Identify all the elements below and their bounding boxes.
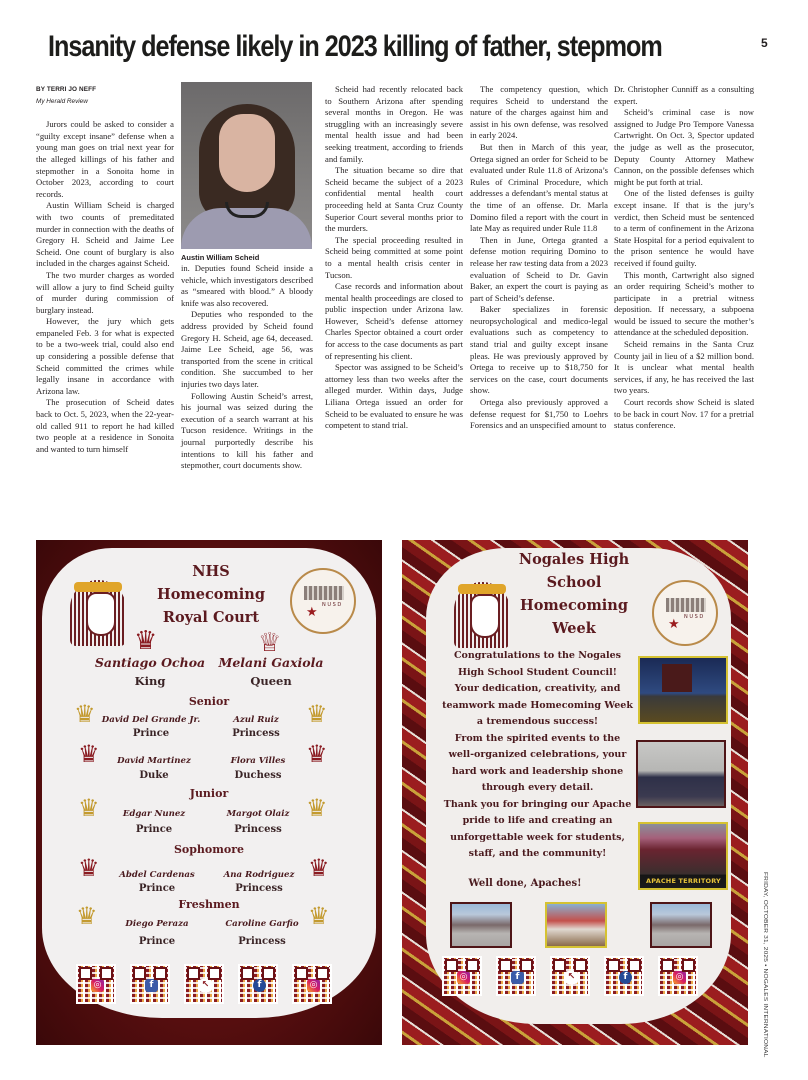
paragraph: Case records and information about mental health proceedings are closed to public inspection under Arizona law. However, Scheid’s defense attorney Charles Spector obtained a court order for access to the case documents as part of representing his client. <box>325 281 463 361</box>
message-line: a tremendous success! <box>476 716 599 727</box>
title-line: NHS <box>192 563 230 580</box>
message-line: well-organized celebrations, your <box>448 749 627 760</box>
gold-crown-icon: ♛ <box>74 700 96 728</box>
article-column-3 <box>325 84 463 432</box>
queen-title: Queen <box>250 674 292 688</box>
photo-float <box>545 902 607 948</box>
qr-code-website[interactable] <box>184 964 224 1004</box>
signoff: Well done, Apaches! <box>468 878 582 889</box>
message-line: Congratulations to the Nogales <box>453 650 622 661</box>
apache-mascot-icon <box>66 570 130 646</box>
qr-code-instagram[interactable] <box>292 964 332 1004</box>
article-headline: Insanity defense likely in 2023 killing of father, stepmom <box>48 30 662 63</box>
grade-sophomore: Sophomore <box>173 843 245 856</box>
paragraph: in. Deputies found Scheid inside a vehicle, which investigators described as “smeared with blood.” A bloody knife was also recovered. <box>181 263 313 308</box>
court-member-name: Edgar Nunez <box>122 809 186 819</box>
photo-student-council <box>636 740 726 808</box>
article-column-4 <box>470 84 608 432</box>
qr-code-row <box>442 956 698 996</box>
grade-senior: Senior <box>188 695 230 708</box>
queen-name: Melani Gaxiola <box>218 655 324 670</box>
article-column-2 <box>181 263 313 472</box>
facebook-icon: f <box>619 971 632 984</box>
court-member-name: Flora Villes <box>230 756 286 766</box>
qr-code-row <box>76 964 332 1004</box>
grade-freshmen: Freshmen <box>178 898 240 911</box>
byline: BY TERRI JO NEFF <box>36 86 97 93</box>
paragraph: One of the listed defenses is guilty except insane. If that is the jury’s verdict, then Scheid must be sentenced to a term of confinement in the Arizona State Hospital for a period equivalent to the prison sentence he would have received if found guilty. <box>614 188 754 268</box>
paragraph: The prosecution of Scheid dates back to Oct. 5, 2023, when the 22-year-old called 911 to report he had killed two people at a residence in Sonoita and wanted to turn himself <box>36 397 174 454</box>
queen-crown-icon: ♕ <box>258 628 282 658</box>
paragraph: Court records show Scheid is slated to be back in court Nov. 17 for a pretrial status conference. <box>614 397 754 431</box>
website-icon: ↖ <box>565 971 578 984</box>
ad-title <box>512 548 636 640</box>
qr-code-facebook[interactable] <box>238 964 278 1004</box>
paragraph: The situation became so dire that Scheid became the subject of a 2023 confidential mental health court proceeding held at Santa Cruz County Superior Court several months prior to the murders. <box>325 165 463 234</box>
court-member-name: Caroline Garfio <box>225 919 299 929</box>
article-column-1 <box>36 84 174 455</box>
court-member-name: David Del Grande Jr. <box>101 715 201 725</box>
paragraph: The two murder charges as worded will allow a jury to find Scheid guilty of murder during commission of burglary instead. <box>36 269 174 315</box>
page-folio: FRIDAY, OCTOBER 31, 2025 • NOGALES INTERNATIONAL <box>762 872 769 1058</box>
photo-apache-territory <box>638 822 728 890</box>
mugshot-photo <box>181 82 312 249</box>
paragraph: Scheid’s criminal case is now assigned to Judge Pro Tempore Vanessa Cartwright. On Oct. 3, Spector updated the judge as well as the prosecutor, Deputy County Attorney Mathew Cannon, on the possible defenses which might be put forth at trial. <box>614 107 754 187</box>
qr-code-instagram[interactable] <box>76 964 116 1004</box>
court-member-title: Princess <box>235 883 283 894</box>
qr-code-website[interactable] <box>550 956 590 996</box>
paragraph: Then in June, Ortega granted a defense motion requiring Domino to release her raw testing data from a 2023 evaluation of Scheid to Dr. Gavin Baker, an expert the court is paying as part of Scheid’s defense. <box>470 234 608 303</box>
court-member-title: Prince <box>138 936 176 947</box>
gold-crown-icon: ♛ <box>306 794 328 822</box>
nusd-seal-icon: ★ N U S D <box>652 580 718 646</box>
apache-mascot-icon <box>450 572 514 648</box>
title-line: Homecoming <box>157 586 265 603</box>
royal-court-ad <box>36 540 382 1045</box>
paragraph: Baker specializes in forensic neuropsychological and medico-legal evaluations such as competency to stand trial and guilty except insane pleas. He was previously approved by Ortega to receive up to $18,750 for services on the case, court documents show. <box>470 304 608 396</box>
court-member-title: Princess <box>232 728 280 739</box>
title-line: Week <box>552 620 596 637</box>
message-line: teamwork made Homecoming Week <box>442 699 633 711</box>
gold-crown-icon: ♛ <box>78 794 100 822</box>
qr-code-instagram[interactable] <box>658 956 698 996</box>
king-name: Santiago Ochoa <box>94 655 206 670</box>
grade-junior: Junior <box>189 787 229 800</box>
facebook-icon: f <box>511 971 524 984</box>
gold-crown-icon: ♛ <box>308 902 330 930</box>
court-member-title: Princess <box>238 936 286 947</box>
instagram-icon: ◎ <box>673 971 686 984</box>
title-line: Nogales High <box>518 551 630 568</box>
paragraph: Jurors could be asked to consider a “guilty except insane” defense when a young man goes on trial next year for the alleged killings of his father and stepmother in a Sonoita home in October 2023, according to court records. <box>36 119 174 199</box>
paragraph: Spector was assigned to be Scheid’s attorney less than two weeks after the alleged murder. Within days, Judge Liliana Ortega issued an order for Scheid to be evaluated to ensure he was competent to stand trial. <box>325 362 463 431</box>
court-member-title: Princess <box>234 824 282 835</box>
message-line: through every detail. <box>481 782 594 793</box>
court-member-title: Prince <box>132 728 170 739</box>
maroon-crown-icon: ♛ <box>78 854 100 882</box>
photo-stadium-night <box>638 656 728 724</box>
paragraph: The competency question, which requires Scheid to understand the nature of the charges against him and assist in his own defense, was resolved in early 2024. <box>470 84 608 141</box>
qr-code-instagram[interactable] <box>442 956 482 996</box>
website-icon: ↖ <box>199 979 212 992</box>
facebook-icon: f <box>145 979 158 992</box>
maroon-crown-icon: ♛ <box>308 854 330 882</box>
message-line: Your dedication, creativity, and <box>454 683 621 694</box>
qr-code-facebook[interactable] <box>130 964 170 1004</box>
instagram-icon: ◎ <box>457 971 470 984</box>
paragraph: Dr. Christopher Cunniff as a consulting expert. <box>614 84 754 106</box>
court-member-title: Prince <box>135 824 173 835</box>
photo-face <box>219 114 275 192</box>
court-member-name: Abdel Cardenas <box>119 870 195 880</box>
facebook-icon: f <box>253 979 266 992</box>
title-line: Royal Court <box>162 609 260 626</box>
page-number: 5 <box>761 36 768 50</box>
court-member-name: Diego Peraza <box>125 919 189 929</box>
article-column-5 <box>614 84 754 432</box>
title-line: School <box>546 574 602 591</box>
title-line: Homecoming <box>520 597 628 614</box>
court-member-title: Duchess <box>234 770 282 781</box>
paragraph: Scheid remains in the Santa Cruz County jail in lieu of a $2 million bond. It is unclear what mental health services, if any, he has received the last two years. <box>614 339 754 396</box>
byline-source: My Herald Review <box>36 97 88 105</box>
paragraph: This month, Cartwright also signed an order requiring Scheid’s mother to participate in a pretrial witness deposition. If necessary, a subpoena would be issued to secure the mother’s attendance at the scheduled deposition. <box>614 269 754 338</box>
message-line: Thank you for bringing our Apache <box>443 798 632 810</box>
gold-crown-icon: ♛ <box>306 700 328 728</box>
instagram-icon: ◎ <box>91 979 104 992</box>
congratulations-message <box>440 648 635 863</box>
homecoming-week-ad <box>402 540 748 1045</box>
paragraph: Ortega also previously approved a defense request for $1,750 to Loehrs Forensics and an unspecified amount to <box>470 397 608 431</box>
instagram-icon: ◎ <box>307 979 320 992</box>
photo-parade <box>650 902 712 948</box>
banner-text: APACHE TERRITORY <box>646 877 721 885</box>
message-line: From the spirited events to the <box>454 732 621 744</box>
ad-title <box>146 560 276 629</box>
court-member-name: Margot Olaiz <box>226 809 290 819</box>
qr-code-facebook[interactable] <box>604 956 644 996</box>
paragraph: However, the jury which gets empaneled Feb. 3 for what is expected to be a two-week trial, could also end up considering a possible defense that Scheid committed the crimes while legally insane in accordance with Arizona law. <box>36 316 174 396</box>
court-member-title: Duke <box>139 770 169 781</box>
nusd-seal-icon: ★ N U S D <box>290 568 356 634</box>
king-crown-icon: ♛ <box>134 626 158 656</box>
court-member-name: David Martinez <box>117 756 191 766</box>
message-line: pride to life and creating an <box>462 815 613 826</box>
court-member-title: Prince <box>138 883 176 894</box>
paragraph: Austin William Scheid is charged with two counts of premeditated murder in connection with the deaths of Gregory H. Scheid and Jaime Lee Scheid. One count of burglary is also included in the charges against Scheid. <box>36 200 174 269</box>
message-line: High School Student Council! <box>458 666 617 678</box>
message-line: staff, and the community! <box>468 848 607 859</box>
paragraph: But then in March of this year, Ortega signed an order for Scheid to be evaluated under Rule 11.8 of Arizona’s Rules of Criminal Procedure, which addresses a defendant’s mental status at the time of an offense. Dr. Marla Domino filed a report with the court in late May as required under Rule 11.8 <box>470 141 608 234</box>
photo-parade <box>450 902 512 948</box>
court-member-name: Ana Rodriguez <box>223 870 295 880</box>
photo-caption: Austin William Scheid <box>181 253 260 262</box>
message-line: hard work and leadership shone <box>451 765 624 777</box>
paragraph: Following Austin Scheid’s arrest, his journal was seized during the execution of a search warrant at his Tucson residence. Writings in the journal purportedly describe his intentions to kill his father and stepmother, court documents show. <box>181 390 313 471</box>
paragraph: Deputies who responded to the address provided by Scheid found Gregory H. Scheid, age 64, deceased. Jaime Lee Scheid, age 56, was transported from the scene in critical condition. She succumbed to her injuries two days later. <box>181 309 313 389</box>
paragraph: Scheid had recently relocated back to Southern Arizona after spending several months in Oregon. He was struggling with an increasingly severe mental health issue and had been seeking treatment, according to friends and family. <box>325 84 463 164</box>
paragraph: The special proceeding resulted in Scheid being committed at some point to a mental health crisis center in Tucson. <box>325 234 463 280</box>
king-title: King <box>134 674 166 688</box>
qr-code-facebook[interactable] <box>496 956 536 996</box>
maroon-crown-icon: ♛ <box>306 740 328 768</box>
maroon-crown-icon: ♛ <box>78 740 100 768</box>
gold-crown-icon: ♛ <box>76 902 98 930</box>
court-member-name: Azul Ruiz <box>233 715 279 725</box>
message-line: unforgettable week for students, <box>450 831 625 843</box>
